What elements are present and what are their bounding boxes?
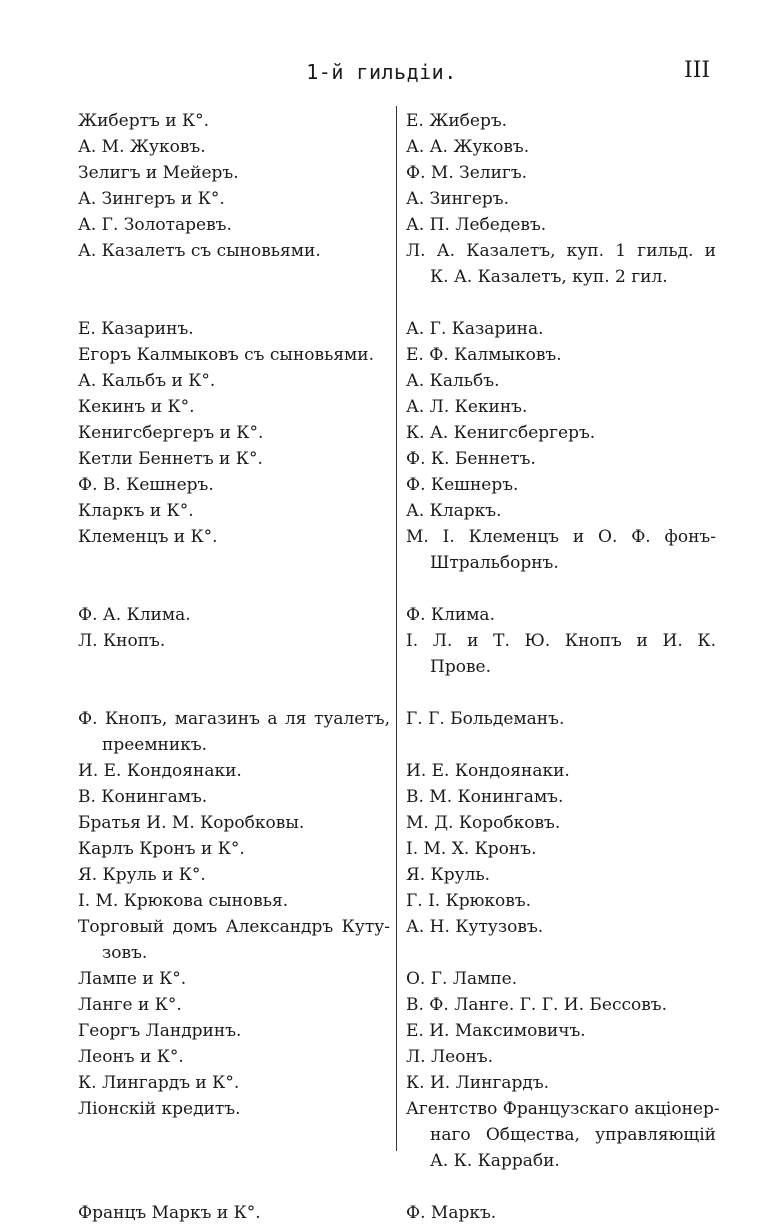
table-row: [0, 472, 763, 498]
firm-name-line: Ліонскій кредитъ.: [78, 1099, 241, 1119]
owner-line: А. Зингеръ.: [406, 189, 510, 209]
table-row: [0, 420, 763, 446]
owner-line: Е. И. Максимовичъ.: [406, 1021, 586, 1041]
owner-line: А. П. Лебедевъ.: [406, 215, 547, 235]
table-row: [0, 108, 763, 134]
firm-name-line: А. Кальбъ и К°.: [78, 371, 216, 391]
firm-name-line: Торговый домъ Александръ Куту-: [78, 917, 390, 937]
owner-cell: [406, 472, 716, 498]
firm-name-line: Ф. А. Клима.: [78, 605, 191, 625]
table-row: [0, 992, 763, 1018]
owner-cell: [406, 602, 716, 628]
owner-line: А. Кларкъ.: [406, 501, 502, 521]
firm-name-line: Кларкъ и К°.: [78, 501, 194, 521]
table-row: [0, 1096, 763, 1174]
firm-name-cell: [78, 836, 390, 862]
firm-name-cell: [78, 394, 390, 420]
owner-cell: [406, 888, 716, 914]
table-row: [0, 862, 763, 888]
firm-name-cell: [78, 420, 390, 446]
table-row: [0, 394, 763, 420]
firm-name-line: Зелигъ и Мейеръ.: [78, 163, 239, 183]
firm-name-cell: [78, 992, 390, 1018]
firm-name-line: Егоръ Калмыковъ съ сыновьями.: [78, 345, 375, 365]
firm-name-cell: [78, 472, 390, 498]
table-row: [0, 784, 763, 810]
owner-line: А. А. Жуковъ.: [406, 137, 530, 157]
firm-name-cell: [78, 134, 390, 160]
owner-cell: [406, 316, 716, 342]
owner-cell: [406, 498, 716, 524]
owner-line: А. Л. Кекинъ.: [406, 397, 528, 417]
owner-line: Л. А. Казалетъ, куп. 1 гильд. и: [406, 241, 716, 261]
firm-name-line: Кекинъ и К°.: [78, 397, 195, 417]
firm-name-cell: [78, 966, 390, 992]
firm-name-line: Ф. Кнопъ, магазинъ а ля туалетъ,: [78, 709, 390, 729]
owner-cell: [406, 160, 716, 186]
owner-line: Ф. М. Зелигъ.: [406, 163, 528, 183]
owner-line: Е. Ф. Калмыковъ.: [406, 345, 562, 365]
table-row: [0, 758, 763, 784]
owner-cell: [406, 420, 716, 446]
firm-name-line: Ф. В. Кешнеръ.: [78, 475, 214, 495]
owner-line: Г. Г. Больдеманъ.: [406, 709, 565, 729]
firm-name-line: А. Г. Золотаревъ.: [78, 215, 232, 235]
firm-name-cell: [78, 810, 390, 836]
firm-name-cell: [78, 1096, 390, 1122]
firm-name-cell: [78, 108, 390, 134]
table-row: [0, 966, 763, 992]
table-row: [0, 836, 763, 862]
firm-name-cell: [78, 212, 390, 238]
owner-line: И. Е. Кондоянаки.: [406, 761, 570, 781]
table-row: [0, 212, 763, 238]
firm-name-cell: [78, 1200, 390, 1226]
owner-line: наго Общества, управляющій: [430, 1125, 716, 1145]
firm-name-cell: [78, 862, 390, 888]
table-row: [0, 238, 763, 290]
firm-name-cell: [78, 160, 390, 186]
table-row: [0, 1070, 763, 1096]
firm-name-line: Л. Кнопъ.: [78, 631, 166, 651]
firm-name-line: Георгъ Ландринъ.: [78, 1021, 242, 1041]
table-row: [0, 1018, 763, 1044]
table-row: [0, 134, 763, 160]
firm-name-line: Е. Казаринъ.: [78, 319, 194, 339]
owner-cell: [406, 524, 716, 576]
firm-name-line: Ланге и К°.: [78, 995, 182, 1015]
firm-name-cell: [78, 316, 390, 342]
owner-line: А. К. Карраби.: [430, 1151, 560, 1171]
firm-name-cell: [78, 706, 390, 758]
owner-cell: [406, 446, 716, 472]
owner-line: Штральборнъ.: [430, 553, 559, 573]
owner-cell: [406, 966, 716, 992]
owner-cell: [406, 134, 716, 160]
owner-cell: [406, 1070, 716, 1096]
firm-name-line: Кетли Беннетъ и К°.: [78, 449, 263, 469]
firm-name-cell: [78, 446, 390, 472]
firm-name-line: А. Зингеръ и К°.: [78, 189, 225, 209]
firm-name-line: А. М. Жуковъ.: [78, 137, 206, 157]
firm-name-line: В. Конингамъ.: [78, 787, 208, 807]
owner-cell: [406, 914, 716, 940]
owner-line: В. Ф. Ланге. Г. Г. И. Бессовъ.: [406, 995, 668, 1015]
firm-name-line: зовъ.: [102, 943, 148, 963]
table-row: [0, 498, 763, 524]
owner-line: І. М. Х. Кронъ.: [406, 839, 537, 859]
firm-name-cell: [78, 368, 390, 394]
table-row: [0, 316, 763, 342]
owner-cell: [406, 342, 716, 368]
owner-cell: [406, 784, 716, 810]
firm-name-line: И. Е. Кондоянаки.: [78, 761, 242, 781]
firm-name-cell: [78, 498, 390, 524]
owner-cell: [406, 238, 716, 290]
firm-name-cell: [78, 758, 390, 784]
owner-cell: [406, 108, 716, 134]
firm-name-cell: [78, 1070, 390, 1096]
firm-name-line: Карлъ Кронъ и К°.: [78, 839, 245, 859]
table-row: [0, 1044, 763, 1070]
owner-line: А. Г. Казарина.: [406, 319, 544, 339]
owner-cell: [406, 1096, 720, 1174]
page-header-title: 1-й гильдіи.: [306, 60, 457, 84]
owner-line: В. М. Конингамъ.: [406, 787, 564, 807]
owner-line: Ф. К. Беннетъ.: [406, 449, 536, 469]
owner-cell: [406, 212, 716, 238]
owner-cell: [406, 394, 716, 420]
owner-line: А. Н. Кутузовъ.: [406, 917, 544, 937]
firm-name-line: преемникъ.: [102, 735, 208, 755]
table-row: [0, 342, 763, 368]
owner-cell: [406, 1044, 716, 1070]
table-row: [0, 602, 763, 628]
owner-line: Ф. Маркъ.: [406, 1203, 497, 1223]
owner-cell: [406, 368, 716, 394]
firm-name-cell: [78, 1018, 390, 1044]
firm-name-cell: [78, 342, 390, 368]
table-row: [0, 186, 763, 212]
firm-name-cell: [78, 784, 390, 810]
owner-cell: [406, 1018, 716, 1044]
firm-name-line: Кенигсбергеръ и К°.: [78, 423, 264, 443]
table-row: [0, 1200, 763, 1226]
firm-name-cell: [78, 238, 390, 264]
owner-line: Л. Леонъ.: [406, 1047, 494, 1067]
table-row: [0, 914, 763, 966]
owner-line: І. Л. и Т. Ю. Кнопъ и И. К.: [406, 631, 716, 651]
owner-line: А. Кальбъ.: [406, 371, 500, 391]
owner-line: К. А. Кенигсбергеръ.: [406, 423, 596, 443]
owner-line: Ф. Клима.: [406, 605, 495, 625]
table-row: [0, 368, 763, 394]
firm-name-cell: [78, 602, 390, 628]
owner-line: Ф. Кешнеръ.: [406, 475, 519, 495]
firm-name-cell: [78, 888, 390, 914]
owner-line: К. И. Лингардъ.: [406, 1073, 550, 1093]
owner-line: О. Г. Лампе.: [406, 969, 518, 989]
table-row: [0, 706, 763, 758]
firm-name-line: Францъ Маркъ и К°.: [78, 1203, 261, 1223]
firm-name-cell: [78, 914, 390, 966]
firm-name-line: Братья И. М. Коробковы.: [78, 813, 305, 833]
firm-name-line: Лампе и К°.: [78, 969, 187, 989]
table-row: [0, 628, 763, 680]
owner-line: Я. Круль.: [406, 865, 491, 885]
page-number: III: [684, 58, 711, 83]
owner-line: Г. І. Крюковъ.: [406, 891, 532, 911]
firm-name-cell: [78, 1044, 390, 1070]
table-row: [0, 524, 763, 576]
owner-line: Е. Жиберъ.: [406, 111, 508, 131]
firm-name-line: А. Казалетъ съ сыновьями.: [78, 241, 321, 261]
owner-cell: [406, 628, 716, 680]
owner-cell: [406, 810, 716, 836]
firm-name-line: Леонъ и К°.: [78, 1047, 184, 1067]
owner-line: М. Д. Коробковъ.: [406, 813, 561, 833]
owner-cell: [406, 862, 716, 888]
firm-name-cell: [78, 524, 390, 550]
firm-name-line: Клеменцъ и К°.: [78, 527, 218, 547]
firm-name-line: Жибертъ и К°.: [78, 111, 210, 131]
owner-cell: [406, 758, 716, 784]
firm-name-line: І. М. Крюкова сыновья.: [78, 891, 289, 911]
firm-name-line: Я. Круль и К°.: [78, 865, 206, 885]
owner-cell: [406, 836, 716, 862]
owner-line: Прове.: [430, 657, 491, 677]
table-row: [0, 446, 763, 472]
owner-line: Агентство Французскаго акціонер-: [406, 1099, 720, 1119]
firm-name-line: К. Лингардъ и К°.: [78, 1073, 240, 1093]
table-row: [0, 810, 763, 836]
owner-line: К. А. Казалетъ, куп. 2 гил.: [430, 267, 668, 287]
owner-cell: [406, 1200, 716, 1226]
owner-cell: [406, 992, 716, 1018]
table-row: [0, 888, 763, 914]
firm-name-cell: [78, 628, 390, 654]
owner-line: М. І. Клеменцъ и О. Ф. фонъ-: [406, 527, 716, 547]
table-row: [0, 160, 763, 186]
owner-cell: [406, 706, 716, 732]
owner-cell: [406, 186, 716, 212]
firm-name-cell: [78, 186, 390, 212]
